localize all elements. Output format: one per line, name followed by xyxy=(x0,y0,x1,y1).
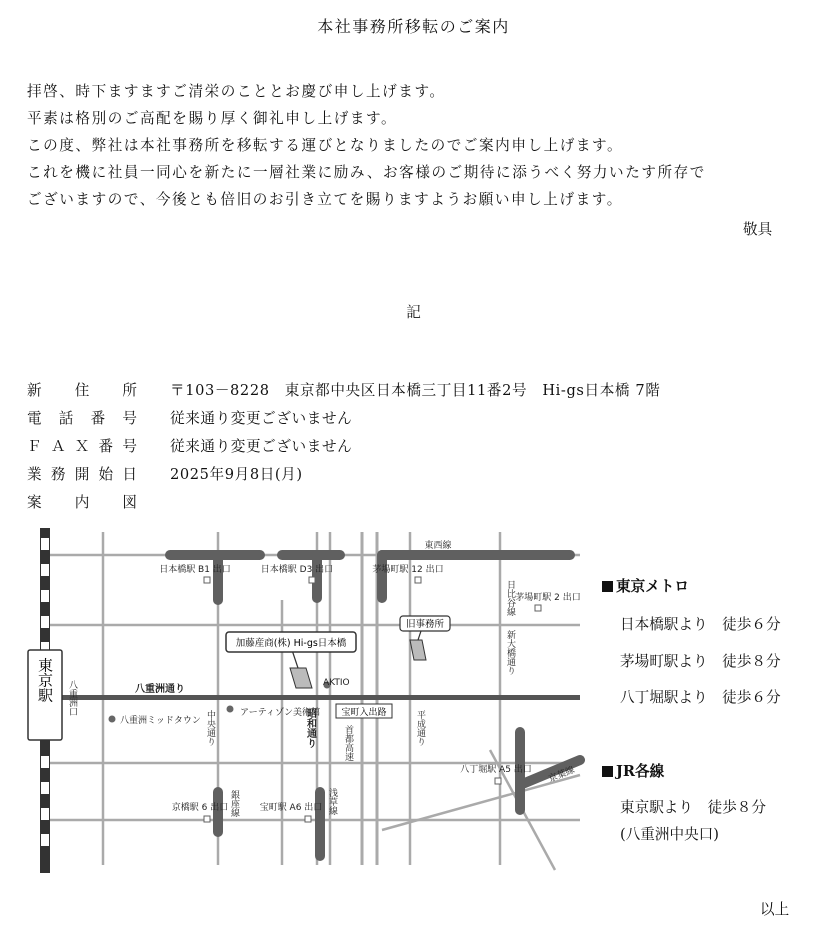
closing-keigu: 敬具 xyxy=(743,221,773,238)
jr-heading: JR各線 xyxy=(602,760,664,781)
takaracho-ramp-label: 宝町入出路 xyxy=(341,708,387,718)
metro-access-line: 日本橋駅より 徒歩６分 xyxy=(620,616,781,633)
page-title: 本社事務所移転のご案内 xyxy=(317,17,510,36)
old-office-label: 旧事務所 xyxy=(405,619,445,630)
ginza-line-label: 銀座線 xyxy=(229,790,239,817)
metro-heading: 東京メトロ xyxy=(602,575,689,596)
yaesu-dori-label: 八重洲通り xyxy=(135,684,185,695)
hibiya-line-label: 日比谷線 xyxy=(505,580,515,616)
address-label: 新 住 所 xyxy=(27,382,137,399)
keiyo-line-label: 京葉線 xyxy=(547,765,577,785)
tozai-line-label: 東西線 xyxy=(424,541,452,551)
shuto-kosoku-label: 首都高速 xyxy=(343,725,353,761)
kayabacho-12-label: 茅場町駅 12 出口 xyxy=(372,565,444,575)
kyobashi-6-label: 京橋駅 6 出口 xyxy=(171,803,229,813)
body-line: これを機に社員一同心を新たに一層社業に励み、お客様のご期待に添うべく努力いたす所存で xyxy=(27,164,706,181)
fax-label: Ｆ Ａ Ｘ 番 号 xyxy=(27,438,137,455)
map-label: 案 内 図 xyxy=(27,494,137,511)
start-value: 2025年9月8日(月) xyxy=(170,466,303,483)
body-line: 平素は格別のご高配を賜り厚く御礼申し上げます。 xyxy=(27,110,398,127)
address-value: 〒103－8228 東京都中央区日本橋三丁目11番2号 Hi-gs日本橋 7階 xyxy=(170,382,661,399)
metro-access-line: 八丁堀駅より 徒歩６分 xyxy=(620,689,781,706)
jr-access-note: (八重洲中央口) xyxy=(620,826,719,843)
end-mark: 以上 xyxy=(760,901,790,918)
nihonbashi-d3-label: 日本橋駅 D3 出口 xyxy=(260,565,334,575)
takaracho-a6-label: 宝町駅 A6 出口 xyxy=(259,803,323,813)
access-map xyxy=(20,520,585,875)
yaesu-midtown-label: 八重洲ミッドタウン xyxy=(120,716,201,726)
showa-dori-label: 昭和通り xyxy=(304,708,316,748)
square-bullet-icon xyxy=(602,581,613,592)
asakusa-line-label: 浅草線 xyxy=(327,788,337,815)
hatchobori-a5-label: 八丁堀駅 A5 出口 xyxy=(460,765,532,775)
tokyo-station-label: 東京駅 xyxy=(36,657,54,703)
body-line: ございますので、今後とも倍旧のお引き立てを賜りますようお願い申し上げます。 xyxy=(27,191,623,208)
body-line: この度、弊社は本社事務所を移転する運びとなりましたのでご案内申し上げます。 xyxy=(27,137,624,154)
kayabacho-2-label: 茅場町駅 2 出口 xyxy=(515,593,581,603)
phone-value: 従来通り変更ございません xyxy=(170,410,353,427)
aktio-label: AKTIO xyxy=(323,678,350,688)
ki-heading: 記 xyxy=(406,304,421,321)
square-bullet-icon xyxy=(602,766,613,777)
phone-label: 電 話 番 号 xyxy=(27,410,137,427)
start-label: 業 務 開 始 日 xyxy=(27,466,137,483)
yaesu-exit-label: 八重洲口 xyxy=(67,680,77,716)
artizon-label: アーティゾン美術館 xyxy=(240,708,321,718)
metro-access-line: 茅場町駅より 徒歩８分 xyxy=(620,653,781,670)
chuo-dori-label: 中央通り xyxy=(205,710,215,746)
shin-ohashi-label: 新大橋通り xyxy=(505,630,515,675)
jr-access-line: 東京駅より 徒歩８分 xyxy=(620,799,766,816)
new-office-label: 加藤産商(株) Hi-gs日本橋 xyxy=(235,638,347,649)
nihonbashi-b1-label: 日本橋駅 B1 出口 xyxy=(159,565,231,575)
fax-value: 従来通り変更ございません xyxy=(170,438,353,455)
heisei-dori-label: 平成通り xyxy=(415,710,425,746)
body-line: 拝啓、時下ますますご清栄のこととお慶び申し上げます。 xyxy=(27,83,446,100)
